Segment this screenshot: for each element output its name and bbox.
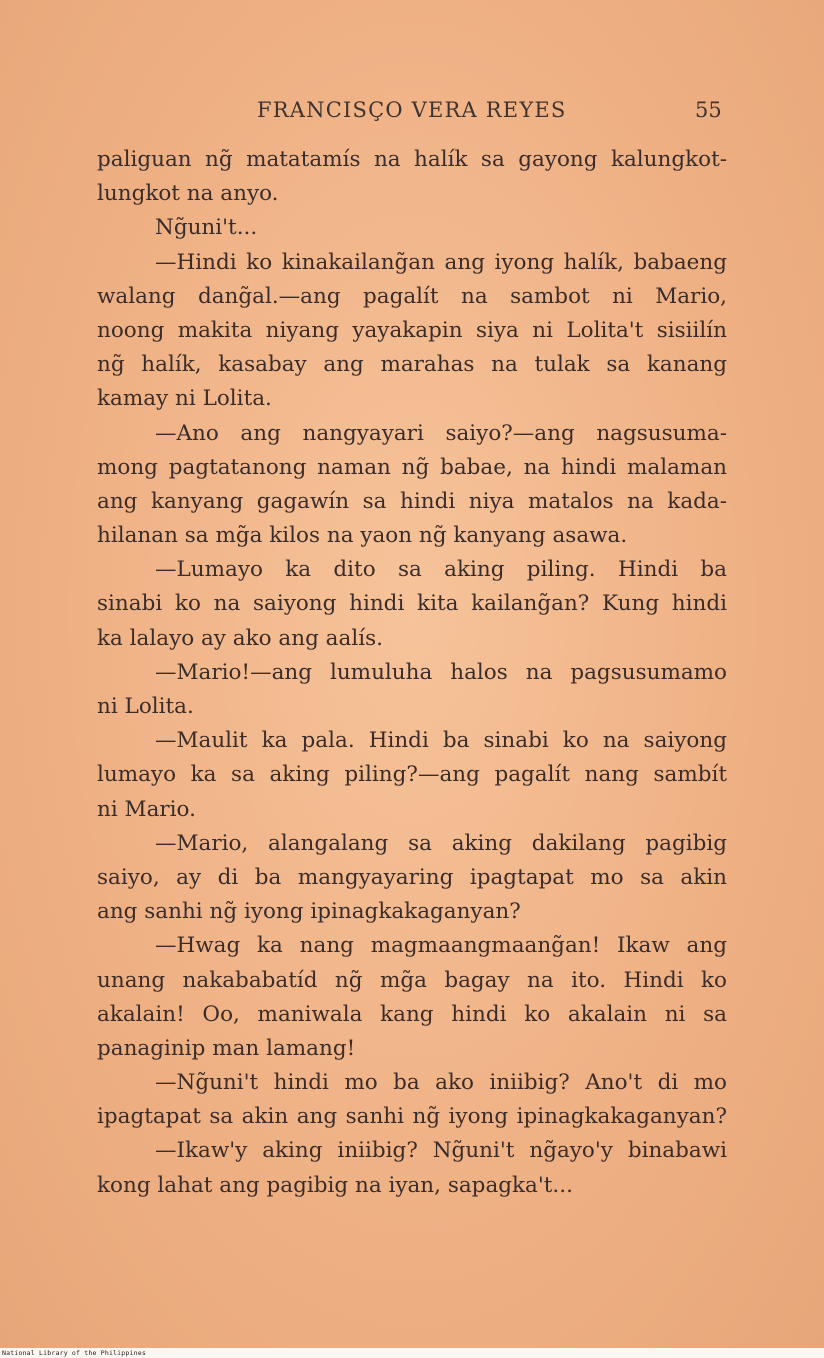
page-number: 55 xyxy=(695,98,722,122)
text-line: ang sanhi ng̃ iyong ipinagkakaganyan? xyxy=(97,899,521,925)
text-line: ng̃ halík, kasabay ang marahas na tulak sa kanang xyxy=(97,352,727,378)
text-line: —Maulit ka pala. Hindi ba sinabi ko na saiyong xyxy=(155,728,727,754)
library-credit: National Library of the Philippines xyxy=(2,1349,146,1357)
text-line: panaginip man lamang! xyxy=(97,1035,356,1061)
body-text xyxy=(97,143,727,1203)
text-line: —Ng̃uni't hindi mo ba ako iniibig? Ano't di mo xyxy=(155,1070,727,1096)
text-line: ni Mario. xyxy=(97,796,196,822)
text-line: Ng̃uni't... xyxy=(155,215,258,241)
text-line: ang kanyang gagawín sa hindi niya matalos na kada- xyxy=(97,488,727,514)
text-line: noong makita niyang yayakapin siya ni Lolita't sisiilín xyxy=(97,317,727,343)
running-head: FRANCISÇO VERA REYES xyxy=(257,98,567,122)
page-header xyxy=(0,98,824,128)
text-line: —Mario!—ang lumuluha halos na pagsusumamo xyxy=(155,659,727,685)
text-line: saiyo, ay di ba mangyayaring ipagtapat mo sa akin xyxy=(97,864,727,890)
text-line: lumayo ka sa aking piling?—ang pagalít nang sambít xyxy=(97,762,727,788)
text-line: —Mario, alangalang sa aking dakilang pagibig xyxy=(155,830,727,856)
text-line: ka lalayo ay ako ang aalís. xyxy=(97,625,383,651)
text-line: paliguan ng̃ matatamís na halík sa gayong kalungkot- xyxy=(97,147,727,172)
text-line: —Hwag ka nang magmaangmaang̃an! Ikaw ang xyxy=(155,933,727,959)
text-line: —Ano ang nangyayari saiyo?—ang nagsusuma- xyxy=(155,420,727,446)
text-line: unang nakababatíd ng̃ mg̃a bagay na ito. Hindi ko xyxy=(97,967,727,993)
text-line: kamay ni Lolita. xyxy=(97,386,272,412)
text-line: walang dang̃al.—ang pagalít na sambot ni Mario, xyxy=(97,283,727,309)
text-line: —Ikaw'y aking iniibig? Ng̃uni't ng̃ayo'y binabawi xyxy=(155,1138,727,1164)
text-line: sinabi ko na saiyong hindi kita kailang̃an? Kung hindi xyxy=(97,591,727,617)
text-line: hilanan sa mg̃a kilos na yaon ng̃ kanyang asawa. xyxy=(97,523,628,549)
text-line: ipagtapat sa akin ang sanhi ng̃ iyong ipinagkakaganyan? xyxy=(97,1104,727,1130)
text-line: —Lumayo ka dito sa aking piling. Hindi ba xyxy=(155,557,727,583)
text-line: ni Lolita. xyxy=(97,694,194,719)
text-line: mong pagtatanong naman ng̃ babae, na hindi malaman xyxy=(97,454,727,480)
text-line: —Hindi ko kinakailang̃an ang iyong halík, babaeng xyxy=(155,249,727,275)
text-line: lungkot na anyo. xyxy=(97,181,279,207)
text-line: akalain! Oo, maniwala kang hindi ko akalain ni sa xyxy=(97,1001,727,1027)
text-line: kong lahat ang pagibig na iyan, sapagka't... xyxy=(97,1172,573,1198)
